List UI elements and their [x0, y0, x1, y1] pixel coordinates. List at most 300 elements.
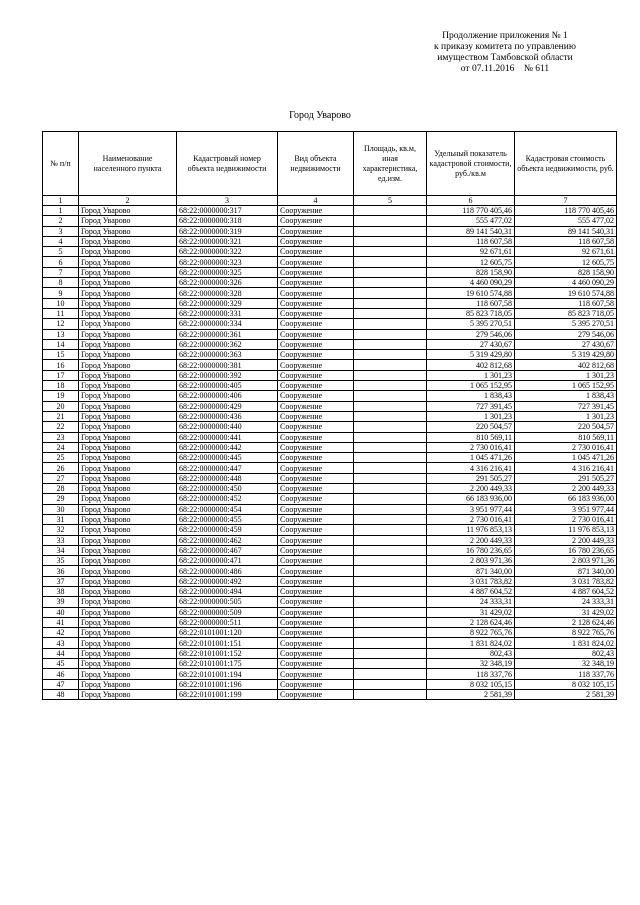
table-row: [43, 648, 617, 658]
unit-value-cell: 8 032 105,15: [427, 679, 515, 689]
cadastral-value-cell: 89 141 540,31: [515, 226, 617, 236]
settlement-name-cell: Город Уварово: [79, 360, 177, 370]
object-type-cell: Сооружение: [278, 247, 354, 257]
settlement-name-cell: Город Уварово: [79, 484, 177, 494]
unit-value-cell: 118 607,58: [427, 236, 515, 246]
unit-value-cell: 279 546,06: [427, 329, 515, 339]
object-type-cell: Сооружение: [278, 360, 354, 370]
settlement-name-cell: Город Уварово: [79, 319, 177, 329]
cadastral-value-cell: 2 581,39: [515, 689, 617, 699]
unit-value-cell: 555 477,02: [427, 216, 515, 226]
cadastral-number-cell: 68:22:0101001:152: [177, 648, 278, 658]
area-cell: [354, 381, 427, 391]
unit-value-cell: 24 333,31: [427, 597, 515, 607]
area-cell: [354, 586, 427, 596]
area-cell: [354, 226, 427, 236]
object-type-cell: Сооружение: [278, 545, 354, 555]
object-type-cell: Сооружение: [278, 226, 354, 236]
object-type-cell: Сооружение: [278, 504, 354, 514]
table-row: [43, 525, 617, 535]
cadastral-number-cell: 68:22:0000000:440: [177, 422, 278, 432]
cadastral-number-cell: 68:22:0000000:362: [177, 339, 278, 349]
area-cell: [354, 689, 427, 699]
area-cell: [354, 463, 427, 473]
cadastral-value-cell: 2 200 449,33: [515, 535, 617, 545]
column-number: 5: [354, 196, 427, 206]
row-number-cell: 38: [43, 586, 79, 596]
table-row: [43, 669, 617, 679]
cadastral-value-cell: 810 569,11: [515, 432, 617, 442]
table-row: [43, 422, 617, 432]
row-number-cell: 11: [43, 308, 79, 318]
cadastral-value-cell: 1 065 152,95: [515, 381, 617, 391]
row-number-cell: 22: [43, 422, 79, 432]
column-header: Кадастровый номер объекта недвижимости: [177, 132, 278, 196]
unit-value-cell: 5 395 270,51: [427, 319, 515, 329]
area-cell: [354, 597, 427, 607]
cadastral-number-cell: 68:22:0000000:326: [177, 278, 278, 288]
unit-value-cell: 89 141 540,31: [427, 226, 515, 236]
cadastral-number-cell: 68:22:0000000:447: [177, 463, 278, 473]
cadastral-value-cell: 31 429,02: [515, 607, 617, 617]
object-type-cell: Сооружение: [278, 659, 354, 669]
table-row: [43, 535, 617, 545]
object-type-cell: Сооружение: [278, 453, 354, 463]
area-cell: [354, 576, 427, 586]
settlement-name-cell: Город Уварово: [79, 247, 177, 257]
cadastral-value-cell: 3 951 977,44: [515, 504, 617, 514]
appendix-line-4: от 07.11.2016 № 611: [460, 64, 550, 74]
object-type-cell: Сооружение: [278, 236, 354, 246]
object-type-cell: Сооружение: [278, 607, 354, 617]
unit-value-cell: 2 200 449,33: [427, 535, 515, 545]
cadastral-number-cell: 68:22:0000000:323: [177, 257, 278, 267]
object-type-cell: Сооружение: [278, 525, 354, 535]
table-row: [43, 329, 617, 339]
column-number: 6: [427, 196, 515, 206]
column-header: Наименование населенного пункта: [79, 132, 177, 196]
area-cell: [354, 607, 427, 617]
object-type-cell: Сооружение: [278, 473, 354, 483]
cadastral-number-cell: 68:22:0000000:392: [177, 370, 278, 380]
object-type-cell: Сооружение: [278, 278, 354, 288]
cadastral-number-cell: 68:22:0000000:361: [177, 329, 278, 339]
row-number-cell: 39: [43, 597, 79, 607]
row-number-cell: 25: [43, 453, 79, 463]
column-number: 3: [177, 196, 278, 206]
cadastral-number-cell: 68:22:0000000:441: [177, 432, 278, 442]
settlement-name-cell: Город Уварово: [79, 236, 177, 246]
object-type-cell: Сооружение: [278, 308, 354, 318]
settlement-name-cell: Город Уварово: [79, 473, 177, 483]
area-cell: [354, 288, 427, 298]
area-cell: [354, 329, 427, 339]
object-type-cell: Сооружение: [278, 556, 354, 566]
cadastral-value-cell: 1 301,23: [515, 411, 617, 421]
table-row: [43, 607, 617, 617]
column-number-row: [43, 196, 617, 206]
unit-value-cell: 291 505,27: [427, 473, 515, 483]
settlement-name-cell: Город Уварово: [79, 525, 177, 535]
settlement-name-cell: Город Уварово: [79, 339, 177, 349]
settlement-name-cell: Город Уварово: [79, 308, 177, 318]
table-row: [43, 226, 617, 236]
cadastral-number-cell: 68:22:0000000:511: [177, 617, 278, 627]
settlement-name-cell: Город Уварово: [79, 381, 177, 391]
row-number-cell: 31: [43, 514, 79, 524]
cadastral-number-cell: 68:22:0000000:329: [177, 298, 278, 308]
cadastral-value-cell: 85 823 718,05: [515, 308, 617, 318]
cadastral-number-cell: 68:22:0000000:467: [177, 545, 278, 555]
cadastral-number-cell: 68:22:0101001:194: [177, 669, 278, 679]
area-cell: [354, 484, 427, 494]
object-type-cell: Сооружение: [278, 319, 354, 329]
cadastral-value-cell: 4 460 090,29: [515, 278, 617, 288]
row-number-cell: 17: [43, 370, 79, 380]
row-number-cell: 44: [43, 648, 79, 658]
area-cell: [354, 298, 427, 308]
table-body: [43, 206, 617, 700]
unit-value-cell: 727 391,45: [427, 401, 515, 411]
city-title: Город Уварово: [289, 110, 351, 121]
settlement-name-cell: Город Уварово: [79, 659, 177, 669]
table-row: [43, 298, 617, 308]
cadastral-value-cell: 2 730 016,41: [515, 514, 617, 524]
area-cell: [354, 422, 427, 432]
unit-value-cell: 19 610 574,88: [427, 288, 515, 298]
table-row: [43, 391, 617, 401]
object-type-cell: Сооружение: [278, 401, 354, 411]
settlement-name-cell: Город Уварово: [79, 566, 177, 576]
settlement-name-cell: Город Уварово: [79, 514, 177, 524]
table-row: [43, 257, 617, 267]
settlement-name-cell: Город Уварово: [79, 329, 177, 339]
row-number-cell: 43: [43, 638, 79, 648]
cadastral-number-cell: 68:22:0101001:120: [177, 628, 278, 638]
row-number-cell: 15: [43, 350, 79, 360]
row-number-cell: 12: [43, 319, 79, 329]
unit-value-cell: 5 319 429,80: [427, 350, 515, 360]
cadastral-number-cell: 68:22:0000000:381: [177, 360, 278, 370]
unit-value-cell: 12 605,75: [427, 257, 515, 267]
cadastral-number-cell: 68:22:0000000:452: [177, 494, 278, 504]
object-type-cell: Сооружение: [278, 628, 354, 638]
object-type-cell: Сооружение: [278, 576, 354, 586]
cadastral-number-cell: 68:22:0000000:334: [177, 319, 278, 329]
area-cell: [354, 535, 427, 545]
settlement-name-cell: Город Уварово: [79, 216, 177, 226]
cadastral-value-cell: 66 183 936,00: [515, 494, 617, 504]
cadastral-value-cell: 802,43: [515, 648, 617, 658]
cadastral-value-cell: 871 340,00: [515, 566, 617, 576]
unit-value-cell: 802,43: [427, 648, 515, 658]
unit-value-cell: 92 671,61: [427, 247, 515, 257]
row-number-cell: 24: [43, 442, 79, 452]
cadastral-value-cell: 5 319 429,80: [515, 350, 617, 360]
cadastral-number-cell: 68:22:0000000:509: [177, 607, 278, 617]
row-number-cell: 2: [43, 216, 79, 226]
object-type-cell: Сооружение: [278, 432, 354, 442]
row-number-cell: 45: [43, 659, 79, 669]
cadastral-number-cell: 68:22:0000000:319: [177, 226, 278, 236]
table-row: [43, 586, 617, 596]
cadastral-value-table: [42, 131, 617, 700]
row-number-cell: 10: [43, 298, 79, 308]
area-cell: [354, 391, 427, 401]
cadastral-value-cell: 118 607,58: [515, 298, 617, 308]
unit-value-cell: 4 460 090,29: [427, 278, 515, 288]
table-row: [43, 288, 617, 298]
settlement-name-cell: Город Уварово: [79, 278, 177, 288]
table-row: [43, 556, 617, 566]
object-type-cell: Сооружение: [278, 566, 354, 576]
settlement-name-cell: Город Уварово: [79, 401, 177, 411]
row-number-cell: 35: [43, 556, 79, 566]
table-header-row: [43, 132, 617, 196]
table-row: [43, 278, 617, 288]
column-header: Удельный показатель кадастровой стоимости, руб./кв.м: [427, 132, 515, 196]
table-row: [43, 401, 617, 411]
row-number-cell: 7: [43, 267, 79, 277]
settlement-name-cell: Город Уварово: [79, 556, 177, 566]
row-number-cell: 20: [43, 401, 79, 411]
cadastral-value-cell: 727 391,45: [515, 401, 617, 411]
object-type-cell: Сооружение: [278, 679, 354, 689]
settlement-name-cell: Город Уварово: [79, 628, 177, 638]
settlement-name-cell: Город Уварово: [79, 442, 177, 452]
cadastral-number-cell: 68:22:0000000:442: [177, 442, 278, 452]
cadastral-value-cell: 1 831 824,02: [515, 638, 617, 648]
cadastral-value-cell: 8 032 105,15: [515, 679, 617, 689]
settlement-name-cell: Город Уварово: [79, 617, 177, 627]
cadastral-value-cell: 16 780 236,65: [515, 545, 617, 555]
column-header: № п/п: [43, 132, 79, 196]
row-number-cell: 27: [43, 473, 79, 483]
cadastral-number-cell: 68:22:0000000:459: [177, 525, 278, 535]
table-row: [43, 689, 617, 699]
unit-value-cell: 2 128 624,46: [427, 617, 515, 627]
table-row: [43, 628, 617, 638]
row-number-cell: 13: [43, 329, 79, 339]
object-type-cell: Сооружение: [278, 391, 354, 401]
object-type-cell: Сооружение: [278, 648, 354, 658]
unit-value-cell: 27 430,67: [427, 339, 515, 349]
area-cell: [354, 401, 427, 411]
table-row: [43, 484, 617, 494]
unit-value-cell: 1 065 152,95: [427, 381, 515, 391]
settlement-name-cell: Город Уварово: [79, 679, 177, 689]
table-row: [43, 597, 617, 607]
area-cell: [354, 216, 427, 226]
row-number-cell: 29: [43, 494, 79, 504]
table-row: [43, 360, 617, 370]
cadastral-value-cell: 2 730 016,41: [515, 442, 617, 452]
cadastral-value-cell: 19 610 574,88: [515, 288, 617, 298]
table-row: [43, 267, 617, 277]
object-type-cell: Сооружение: [278, 535, 354, 545]
cadastral-number-cell: 68:22:0000000:317: [177, 206, 278, 216]
cadastral-number-cell: 68:22:0101001:196: [177, 679, 278, 689]
row-number-cell: 16: [43, 360, 79, 370]
area-cell: [354, 473, 427, 483]
table-row: [43, 370, 617, 380]
table-row: [43, 453, 617, 463]
row-number-cell: 8: [43, 278, 79, 288]
table-row: [43, 576, 617, 586]
object-type-cell: Сооружение: [278, 381, 354, 391]
cadastral-value-cell: 1 045 471,26: [515, 453, 617, 463]
object-type-cell: Сооружение: [278, 216, 354, 226]
area-cell: [354, 638, 427, 648]
cadastral-number-cell: 68:22:0000000:322: [177, 247, 278, 257]
area-cell: [354, 267, 427, 277]
unit-value-cell: 1 301,23: [427, 370, 515, 380]
settlement-name-cell: Город Уварово: [79, 494, 177, 504]
unit-value-cell: 118 607,58: [427, 298, 515, 308]
object-type-cell: Сооружение: [278, 586, 354, 596]
settlement-name-cell: Город Уварово: [79, 391, 177, 401]
unit-value-cell: 2 730 016,41: [427, 442, 515, 452]
cadastral-number-cell: 68:22:0000000:321: [177, 236, 278, 246]
unit-value-cell: 2 581,39: [427, 689, 515, 699]
cadastral-number-cell: 68:22:0000000:505: [177, 597, 278, 607]
object-type-cell: Сооружение: [278, 442, 354, 452]
object-type-cell: Сооружение: [278, 422, 354, 432]
cadastral-number-cell: 68:22:0000000:448: [177, 473, 278, 483]
cadastral-number-cell: 68:22:0000000:462: [177, 535, 278, 545]
settlement-name-cell: Город Уварово: [79, 257, 177, 267]
cadastral-number-cell: 68:22:0000000:454: [177, 504, 278, 514]
cadastral-value-cell: 279 546,06: [515, 329, 617, 339]
cadastral-number-cell: 68:22:0000000:328: [177, 288, 278, 298]
cadastral-value-cell: 4 316 216,41: [515, 463, 617, 473]
table-row: [43, 432, 617, 442]
unit-value-cell: 2 200 449,33: [427, 484, 515, 494]
area-cell: [354, 669, 427, 679]
area-cell: [354, 432, 427, 442]
unit-value-cell: 220 504,57: [427, 422, 515, 432]
cadastral-number-cell: 68:22:0101001:175: [177, 659, 278, 669]
cadastral-value-cell: 12 605,75: [515, 257, 617, 267]
area-cell: [354, 442, 427, 452]
row-number-cell: 28: [43, 484, 79, 494]
cadastral-number-cell: 68:22:0000000:455: [177, 514, 278, 524]
settlement-name-cell: Город Уварово: [79, 267, 177, 277]
row-number-cell: 46: [43, 669, 79, 679]
area-cell: [354, 350, 427, 360]
cadastral-value-cell: 5 395 270,51: [515, 319, 617, 329]
settlement-name-cell: Город Уварово: [79, 432, 177, 442]
cadastral-number-cell: 68:22:0000000:494: [177, 586, 278, 596]
object-type-cell: Сооружение: [278, 350, 354, 360]
table-row: [43, 216, 617, 226]
cadastral-value-cell: 555 477,02: [515, 216, 617, 226]
appendix-line-1: Продолжение приложения № 1: [442, 31, 568, 41]
table-row: [43, 638, 617, 648]
object-type-cell: Сооружение: [278, 370, 354, 380]
area-cell: [354, 360, 427, 370]
object-type-cell: Сооружение: [278, 597, 354, 607]
settlement-name-cell: Город Уварово: [79, 535, 177, 545]
unit-value-cell: 4 316 216,41: [427, 463, 515, 473]
object-type-cell: Сооружение: [278, 689, 354, 699]
settlement-name-cell: Город Уварово: [79, 607, 177, 617]
settlement-name-cell: Город Уварово: [79, 226, 177, 236]
cadastral-number-cell: 68:22:0000000:363: [177, 350, 278, 360]
cadastral-number-cell: 68:22:0000000:492: [177, 576, 278, 586]
table-row: [43, 463, 617, 473]
cadastral-value-cell: 4 887 604,52: [515, 586, 617, 596]
area-cell: [354, 257, 427, 267]
cadastral-number-cell: 68:22:0000000:318: [177, 216, 278, 226]
settlement-name-cell: Город Уварово: [79, 669, 177, 679]
table-row: [43, 659, 617, 669]
row-number-cell: 21: [43, 411, 79, 421]
cadastral-value-cell: 32 348,19: [515, 659, 617, 669]
area-cell: [354, 206, 427, 216]
unit-value-cell: 3 031 783,82: [427, 576, 515, 586]
cadastral-number-cell: 68:22:0000000:331: [177, 308, 278, 318]
settlement-name-cell: Город Уварово: [79, 638, 177, 648]
unit-value-cell: 2 730 016,41: [427, 514, 515, 524]
cadastral-value-cell: 220 504,57: [515, 422, 617, 432]
area-cell: [354, 370, 427, 380]
table-row: [43, 617, 617, 627]
table-row: [43, 473, 617, 483]
settlement-name-cell: Город Уварово: [79, 504, 177, 514]
area-cell: [354, 514, 427, 524]
cadastral-value-cell: 2 128 624,46: [515, 617, 617, 627]
area-cell: [354, 648, 427, 658]
object-type-cell: Сооружение: [278, 411, 354, 421]
object-type-cell: Сооружение: [278, 206, 354, 216]
area-cell: [354, 453, 427, 463]
table-row: [43, 411, 617, 421]
appendix-line-3: имуществом Тамбовской области: [437, 53, 573, 63]
table-row: [43, 504, 617, 514]
area-cell: [354, 525, 427, 535]
cadastral-number-cell: 68:22:0000000:429: [177, 401, 278, 411]
table-row: [43, 381, 617, 391]
unit-value-cell: 31 429,02: [427, 607, 515, 617]
column-header: Площадь, кв.м, иная характеристика, ед.изм.: [354, 132, 427, 196]
area-cell: [354, 566, 427, 576]
row-number-cell: 30: [43, 504, 79, 514]
table-row: [43, 236, 617, 246]
area-cell: [354, 247, 427, 257]
settlement-name-cell: Город Уварово: [79, 298, 177, 308]
unit-value-cell: 118 337,76: [427, 669, 515, 679]
unit-value-cell: 871 340,00: [427, 566, 515, 576]
cadastral-value-cell: 1 301,23: [515, 370, 617, 380]
cadastral-number-cell: 68:22:0000000:445: [177, 453, 278, 463]
object-type-cell: Сооружение: [278, 288, 354, 298]
settlement-name-cell: Город Уварово: [79, 689, 177, 699]
settlement-name-cell: Город Уварово: [79, 586, 177, 596]
unit-value-cell: 1 831 824,02: [427, 638, 515, 648]
settlement-name-cell: Город Уварово: [79, 370, 177, 380]
table-row: [43, 679, 617, 689]
cadastral-number-cell: 68:22:0101001:151: [177, 638, 278, 648]
appendix-line-2: к приказу комитета по управлению: [434, 42, 576, 52]
unit-value-cell: 16 780 236,65: [427, 545, 515, 555]
row-number-cell: 19: [43, 391, 79, 401]
cadastral-value-cell: 24 333,31: [515, 597, 617, 607]
cadastral-number-cell: 68:22:0000000:325: [177, 267, 278, 277]
unit-value-cell: 11 976 853,13: [427, 525, 515, 535]
row-number-cell: 1: [43, 206, 79, 216]
row-number-cell: 32: [43, 525, 79, 535]
